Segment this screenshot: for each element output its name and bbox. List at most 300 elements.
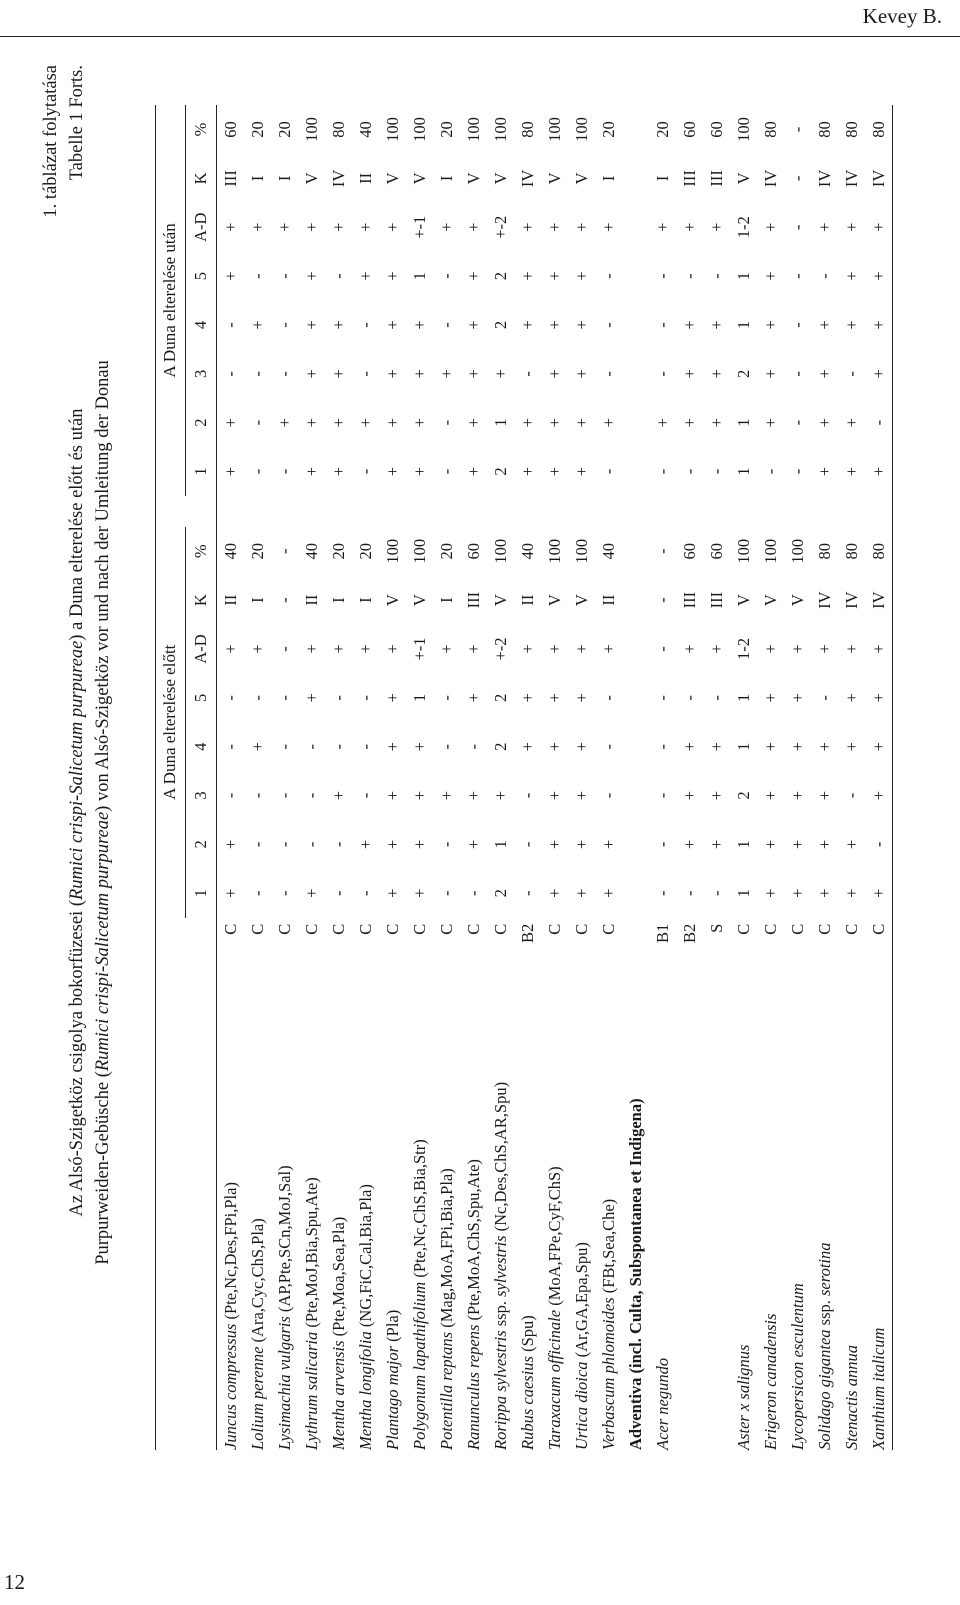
cell-after: - — [247, 371, 267, 377]
species-name-rest: (Pte,Nc,Des,FPi,Pla) — [220, 1182, 240, 1324]
page-number: 12 — [4, 1570, 25, 1594]
cell-after: + — [220, 418, 240, 428]
cell-spacer — [406, 496, 433, 527]
column-header-after: K — [186, 154, 217, 203]
cell-before: + — [355, 839, 375, 850]
cell-before: III — [463, 591, 483, 609]
table-row — [217, 105, 245, 1450]
cell-before: + — [517, 693, 537, 703]
species-name — [838, 974, 865, 1450]
cell-before: IV — [814, 591, 834, 609]
species-name — [514, 974, 541, 1450]
cell-after: - — [787, 468, 807, 475]
cell-before: + — [409, 790, 429, 801]
cell-before: + — [814, 644, 834, 654]
cell-after: - — [706, 273, 726, 279]
species-name-italic: Verbascum phlomoides — [598, 1297, 618, 1450]
species-name — [298, 974, 325, 1450]
cell-before: 2 — [490, 742, 510, 751]
cell-before: - — [436, 841, 456, 848]
cell-before: + — [382, 790, 402, 801]
cell-before: + — [355, 644, 375, 654]
cell-before: 100 — [787, 538, 807, 564]
cell-after: - — [865, 398, 893, 447]
cell-after: + — [382, 418, 402, 428]
species-name-italic: Juncus compressus — [220, 1323, 240, 1450]
cell-after: - — [436, 468, 456, 475]
cell-after: 100 — [463, 117, 483, 142]
cell-after: + — [220, 222, 240, 232]
cell-after: + — [274, 222, 294, 232]
cell-after: + — [865, 349, 893, 398]
cell-after: - — [787, 419, 807, 426]
cell-before: - — [679, 890, 699, 897]
cell-after: - — [760, 468, 780, 475]
species-name-rest-2: (Nc,Des,ChS,AR,Spu) — [490, 1081, 510, 1236]
species-name-italic: Lycopersicon esculentum — [787, 1283, 807, 1450]
cell-before: + — [409, 742, 429, 752]
cell-after: + — [706, 222, 726, 232]
cell-after: + — [544, 271, 564, 281]
cell-after: - — [652, 322, 672, 328]
cell-after: + — [274, 418, 294, 428]
cell-after: III — [679, 170, 699, 187]
species-name-rest: (Pte,Moa,Sea,Pla) — [328, 1216, 348, 1341]
cell-before: + — [814, 742, 834, 752]
cell-before: + — [865, 625, 893, 674]
cell-after: + — [517, 418, 537, 428]
cell-before: 100 — [760, 538, 780, 564]
column-header-before: K — [186, 576, 217, 625]
cell-after: - — [706, 468, 726, 475]
cell-before: 1 — [490, 840, 510, 849]
table-row — [244, 105, 271, 1450]
cell-after: + — [760, 320, 780, 330]
species-table — [155, 105, 893, 1450]
table-row — [649, 105, 676, 1450]
life-form: B1 — [652, 923, 672, 943]
cell-before: + — [865, 673, 893, 722]
cell-before: - — [355, 792, 375, 799]
cell-after: + — [409, 320, 429, 330]
cell-before: + — [301, 644, 321, 654]
life-form: C — [382, 923, 402, 935]
life-form: C — [220, 923, 240, 935]
cell-before: 40 — [517, 543, 537, 560]
cell-after: + — [328, 466, 348, 477]
cell-after: 100 — [544, 117, 564, 142]
cell-before: + — [865, 722, 893, 771]
species-name-rest: ssp. — [490, 1296, 510, 1331]
cell-after: 2 — [490, 271, 510, 281]
life-form: C — [247, 923, 267, 935]
cell-before: + — [787, 644, 807, 654]
cell-after: + — [355, 271, 375, 281]
cell-before: 20 — [436, 543, 456, 560]
cell-after: + — [382, 222, 402, 232]
cell-after: - — [598, 322, 618, 328]
species-name-italic: Taraxacum officinale — [544, 1309, 564, 1450]
group-header-after: A Duna elterelése után — [156, 105, 184, 496]
species-name-rest: (Ar,GA,Epa,Spu) — [571, 1242, 591, 1362]
cell-after: + — [301, 222, 321, 232]
cell-before: 40 — [598, 543, 618, 560]
table-row — [271, 105, 298, 1450]
cell-after: - — [355, 468, 375, 475]
cell-before: - — [652, 646, 672, 652]
column-header-before: A-D — [186, 625, 217, 674]
cell-after: - — [274, 371, 294, 377]
cell-before: - — [247, 695, 267, 701]
cell-after: - — [220, 371, 240, 377]
cell-before: 60 — [679, 543, 699, 560]
cell-before: - — [652, 743, 672, 750]
cell-after: + — [652, 222, 672, 232]
cell-before: - — [436, 695, 456, 701]
species-name-rest: (FBt,Sea,Che) — [598, 1198, 618, 1298]
cell-after: + — [841, 418, 861, 428]
cell-after: - — [787, 273, 807, 279]
cell-before: - — [652, 792, 672, 799]
cell-after: IV — [328, 169, 348, 188]
cell-after: 20 — [598, 121, 618, 138]
cell-after: 80 — [841, 121, 861, 138]
cell-after: V — [544, 172, 564, 185]
cell-after: 1 — [733, 418, 753, 427]
cell-before: + — [760, 742, 780, 752]
cell-before: 2 — [490, 693, 510, 702]
cell-before: + — [679, 790, 699, 801]
cell-after: +-2 — [490, 215, 510, 239]
cell-spacer — [838, 496, 865, 527]
cell-before: + — [571, 888, 591, 898]
species-name — [460, 974, 487, 1450]
species-name — [325, 974, 352, 1450]
cell-before: 40 — [220, 543, 240, 560]
cell-after: + — [355, 222, 375, 232]
cell-before: - — [328, 890, 348, 897]
cell-before: + — [841, 839, 861, 850]
life-form: C — [409, 923, 429, 935]
table-title — [64, 65, 116, 1560]
cell-before: + — [679, 644, 699, 654]
cell-before: - — [220, 743, 240, 750]
cell-before: + — [679, 839, 699, 850]
caption-continued-hu: 1. táblázat folytatása — [41, 65, 61, 218]
cell-after: 80 — [865, 105, 893, 154]
cell-before: + — [706, 790, 726, 801]
species-name-italic: Acer negundo — [652, 1357, 672, 1450]
cell-after: - — [355, 371, 375, 377]
cell-before: V — [760, 594, 780, 607]
table-row — [757, 105, 784, 1450]
cell-before: V — [409, 594, 429, 607]
cell-before: + — [490, 790, 510, 801]
cell-before: + — [598, 839, 618, 850]
life-form: B2 — [679, 923, 699, 943]
cell-before: 1 — [733, 742, 753, 751]
cell-before: + — [436, 790, 456, 801]
cell-before: - — [274, 841, 294, 848]
life-form: C — [544, 923, 564, 935]
header-form-blank — [186, 918, 217, 975]
cell-after: + — [490, 369, 510, 379]
cell-before: 2 — [490, 889, 510, 898]
cell-before: - — [247, 890, 267, 897]
cell-before: + — [463, 839, 483, 850]
cell-after: 2 — [733, 369, 753, 378]
cell-after: V — [571, 172, 591, 185]
table-row — [784, 105, 811, 1450]
cell-before: - — [679, 695, 699, 701]
cell-spacer — [595, 496, 622, 527]
table-row — [730, 105, 757, 1450]
species-name-rest: ssp. — [814, 1295, 834, 1330]
cell-before: IV — [865, 576, 893, 625]
cell-before: III — [706, 591, 726, 609]
species-name-rest: (Pte,Nc,ChS,Bia,Str) — [409, 1139, 429, 1282]
cell-after: + — [382, 271, 402, 281]
cell-spacer — [379, 496, 406, 527]
species-name-italic: Xanthium italicum — [868, 1327, 888, 1450]
species-name — [352, 974, 379, 1450]
cell-after: 20 — [436, 121, 456, 138]
cell-before: V — [544, 594, 564, 607]
cell-after: - — [814, 273, 834, 279]
cell-after: + — [598, 222, 618, 232]
cell-after: + — [571, 271, 591, 281]
cell-before: I — [247, 597, 267, 603]
cell-before: 80 — [865, 527, 893, 576]
cell-after: V — [463, 172, 483, 185]
cell-after: + — [409, 418, 429, 428]
table-row — [865, 105, 893, 1450]
cell-after: IV — [841, 169, 861, 188]
cell-after: + — [706, 418, 726, 428]
cell-before: 100 — [409, 538, 429, 564]
cell-after: + — [865, 447, 893, 496]
cell-before: + — [787, 742, 807, 752]
cell-before: + — [382, 839, 402, 850]
species-name — [568, 974, 595, 1450]
cell-before: - — [220, 695, 240, 701]
cell-after: - — [436, 419, 456, 426]
cell-after: + — [247, 222, 267, 232]
header-rule — [0, 36, 960, 37]
column-header-after: 1 — [186, 447, 217, 496]
species-name-italic: Lysimachia vulgaris — [274, 1316, 294, 1450]
cell-before: - — [841, 792, 861, 799]
cell-before: V — [733, 594, 753, 607]
cell-after: III — [706, 170, 726, 187]
cell-spacer — [487, 496, 514, 527]
cell-after: + — [679, 418, 699, 428]
column-header-after: A-D — [186, 203, 217, 252]
cell-before: + — [517, 644, 537, 654]
cell-after: + — [463, 466, 483, 477]
cell-after: - — [787, 175, 807, 182]
cell-before: 60 — [706, 543, 726, 560]
cell-after: + — [760, 369, 780, 379]
cell-after: + — [706, 369, 726, 379]
cell-before: + — [247, 644, 267, 654]
cell-before: + — [841, 644, 861, 654]
table-row — [487, 105, 514, 1450]
cell-before: +-2 — [490, 637, 510, 661]
cell-after: I — [652, 175, 672, 182]
cell-before: - — [598, 695, 618, 701]
cell-after: + — [760, 418, 780, 428]
cell-after: - — [652, 273, 672, 279]
cell-after: 1 — [733, 467, 753, 476]
species-name-italic: Ranunculus repens — [463, 1324, 483, 1450]
cell-before: I — [328, 597, 348, 603]
column-header-before: 4 — [186, 722, 217, 771]
cell-after: + — [517, 271, 537, 281]
table-title-de: Purpurweiden-Gebüsche (Rumici crispi-Salicetum purpureae) von Alsó-Szigetköz vor und nach der Umleitung der Donau — [93, 360, 113, 1265]
species-name-rest: (NG,FiC,Cal,Bia,Pla) — [355, 1184, 375, 1332]
species-name-italic: Rorippa sylvestris — [490, 1330, 510, 1450]
cell-after: + — [301, 320, 321, 330]
cell-after: - — [517, 371, 537, 377]
cell-after: + — [328, 369, 348, 379]
column-header-after: 5 — [186, 252, 217, 301]
cell-before: - — [274, 597, 294, 603]
cell-before: 80 — [814, 543, 834, 560]
cell-after: 60 — [679, 121, 699, 138]
table-row — [298, 105, 325, 1450]
cell-after: + — [865, 301, 893, 350]
cell-after: 1 — [409, 271, 429, 281]
cell-before: + — [463, 644, 483, 654]
cell-after: I — [247, 175, 267, 182]
cell-after: IV — [517, 169, 537, 188]
cell-after: 100 — [382, 117, 402, 142]
cell-before: + — [301, 693, 321, 703]
cell-after: + — [760, 222, 780, 232]
cell-before: + — [865, 771, 893, 820]
life-form: C — [274, 923, 294, 935]
cell-after: + — [571, 320, 591, 330]
species-name — [244, 974, 271, 1450]
cell-after: + — [814, 222, 834, 232]
species-name-italic: Mentha arvensis — [328, 1340, 348, 1450]
cell-spacer — [433, 496, 460, 527]
cell-after: + — [571, 466, 591, 477]
cell-after: + — [760, 271, 780, 281]
cell-before: IV — [841, 591, 861, 609]
cell-after: + — [328, 418, 348, 428]
cell-before: + — [544, 693, 564, 703]
cell-before: I — [355, 597, 375, 603]
cell-after: + — [463, 320, 483, 330]
cell-after: + — [301, 369, 321, 379]
cell-before: + — [220, 644, 240, 654]
cell-spacer — [325, 496, 352, 527]
life-form: S — [706, 923, 726, 933]
cell-before: 1 — [733, 693, 753, 702]
species-name-italic: Lythrum salicaria — [301, 1331, 321, 1450]
cell-before: - — [355, 695, 375, 701]
cell-before: - — [274, 646, 294, 652]
cell-spacer — [244, 496, 271, 527]
cell-before: + — [598, 888, 618, 898]
species-name-rest: (AP,Pte,SCn,MoJ,Sal) — [274, 1165, 294, 1317]
cell-after: + — [841, 222, 861, 232]
cell-before: - — [355, 890, 375, 897]
species-name — [271, 974, 298, 1450]
cell-before: V — [787, 594, 807, 607]
cell-after: 1-2 — [733, 216, 753, 239]
species-name-italic: Stenactis annua — [841, 1345, 861, 1450]
cell-after: + — [301, 271, 321, 281]
cell-after: 60 — [706, 121, 726, 138]
life-form: C — [463, 923, 483, 935]
table-row — [811, 105, 838, 1450]
cell-after: + — [436, 222, 456, 232]
cell-after: V — [490, 172, 510, 185]
cell-spacer — [298, 496, 325, 527]
species-name — [217, 974, 245, 1450]
cell-before: - — [328, 695, 348, 701]
species-name-italic: Polygonum lapathifolium — [409, 1281, 429, 1450]
cell-after: + — [382, 466, 402, 477]
group-header-before: A Duna elterelése előtt — [156, 527, 184, 918]
life-form: C — [865, 918, 893, 975]
cell-after: 80 — [814, 121, 834, 138]
cell-before: - — [463, 743, 483, 750]
life-form: C — [733, 923, 753, 935]
cell-before: II — [301, 594, 321, 606]
cell-before: - — [274, 890, 294, 897]
cell-before: + — [301, 888, 321, 898]
life-form: C — [787, 923, 807, 935]
column-header-before: 1 — [186, 869, 217, 918]
cell-after: - — [328, 273, 348, 279]
species-name-rest: (Pte,MoA,ChS,Spu,Ate) — [463, 1159, 483, 1325]
cell-after: IV — [814, 169, 834, 188]
cell-after: + — [865, 203, 893, 252]
cell-before: + — [220, 888, 240, 898]
cell-after: 1 — [490, 418, 510, 427]
table-row — [379, 105, 406, 1450]
cell-before: + — [760, 790, 780, 801]
cell-before: - — [814, 695, 834, 701]
column-spacer — [186, 496, 217, 527]
cell-before: - — [598, 743, 618, 750]
cell-before: 1 — [733, 889, 753, 898]
cell-after: - — [355, 322, 375, 328]
cell-after: + — [463, 222, 483, 232]
cell-spacer — [757, 496, 784, 527]
cell-spacer — [784, 496, 811, 527]
column-header-before: 2 — [186, 820, 217, 869]
cell-after: - — [598, 468, 618, 475]
section-heading-row — [622, 105, 649, 1450]
cell-before: + — [841, 888, 861, 898]
species-name-italic: Lolium perenne — [247, 1346, 267, 1450]
cell-spacer — [568, 496, 595, 527]
cell-after: IV — [760, 169, 780, 188]
cell-before: 20 — [355, 543, 375, 560]
cell-after: + — [679, 369, 699, 379]
cell-before: - — [598, 792, 618, 799]
cell-before: + — [544, 742, 564, 752]
cell-after: - — [274, 273, 294, 279]
section-heading: Adventiva (incl. Culta, Subspontanea et Indigena) — [625, 1098, 645, 1450]
cell-after: + — [382, 320, 402, 330]
table-row — [838, 105, 865, 1450]
